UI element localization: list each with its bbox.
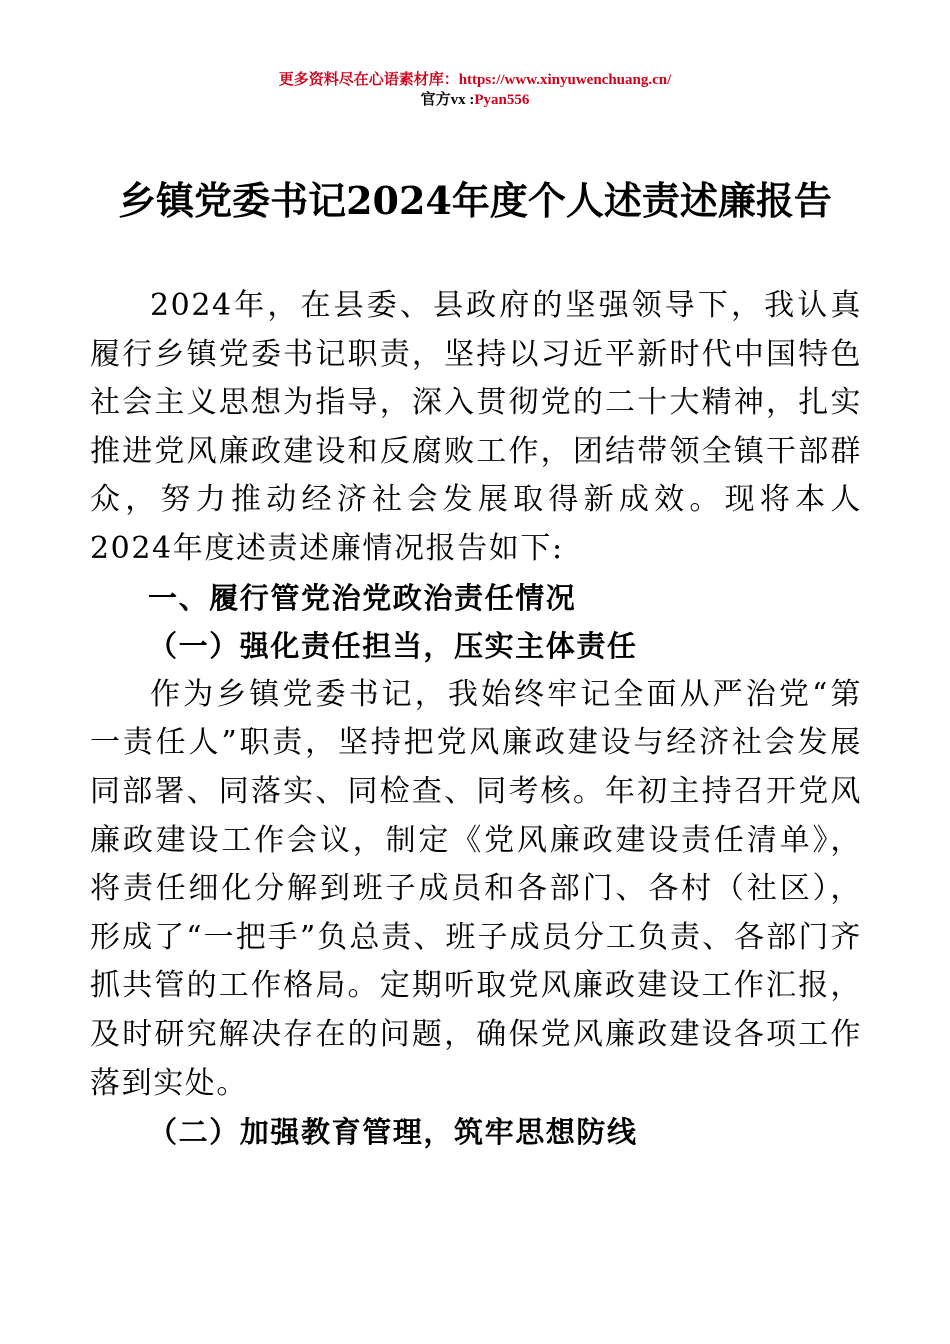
section-heading-1: 一、履行管党治党政治责任情况 (148, 580, 577, 615)
subsection-heading-2: （二）加强教育管理，筑牢思想防线 (148, 1115, 638, 1150)
source-banner (0, 70, 950, 110)
body-paragraph-2: 作为乡镇党委书记，我始终牢记全面从严治党“第一责任人”职责，坚持把党风廉政建设与经济社会发展同部署、同落实、同检查、同考核。年初主持召开党风廉政建设工作会议，制定《党风廉政建设责任清单》，将责任细化分解到班子成员和各部门、各村（社区），形成了“一把手”负总责、班子成员分工负责、各部门齐抓共管的工作格局。定期听取党风廉政建设工作汇报，及时研究解决存在的问题，确保党风廉政建设各项工作落到实处。 (90, 676, 862, 1101)
banner-vx-value: Pyan556 (474, 92, 530, 108)
document-body (90, 282, 862, 1157)
banner-line-2 (0, 90, 950, 110)
intro-paragraph: 2024年，在县委、县政府的坚强领导下，我认真履行乡镇党委书记职责，坚持以习近平新时代中国特色社会主义思想为指导，深入贯彻党的二十大精神，扎实推进党风廉政建设和反腐败工作，团结带领全镇干部群众，努力推动经济社会发展取得新成效。现将本人2024年度述责述廉情况报告如下: (90, 288, 862, 566)
banner-vx-label: 官方vx : (420, 92, 475, 108)
banner-line-1: 更多资料尽在心语素材库：https://www.xinyuwenchuang.cn/ (278, 72, 672, 88)
document-title: 乡镇党委书记2024年度个人述责述廉报告 (118, 178, 832, 223)
subsection-heading-1: （一）强化责任担当，压实主体责任 (148, 629, 638, 664)
